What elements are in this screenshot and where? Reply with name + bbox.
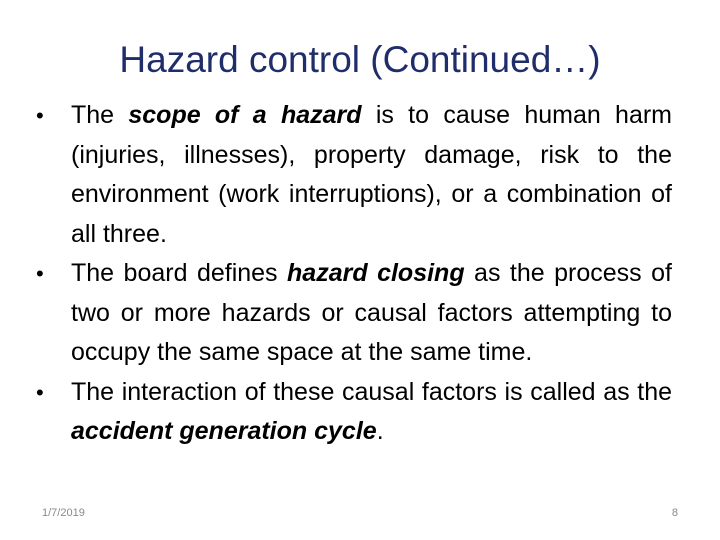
- bullet-text: The board defines: [71, 259, 288, 287]
- bullet-list: [36, 96, 672, 452]
- page-number: 8: [671, 507, 678, 519]
- bullet-icon: •: [36, 103, 44, 128]
- emphasized-term: scope of a hazard: [128, 101, 362, 129]
- bullet-icon: •: [36, 379, 44, 405]
- emphasized-term: hazard closing: [287, 259, 465, 287]
- footer-date: 1/7/2019: [42, 507, 85, 519]
- slide-title: Hazard control (Continued…): [119, 39, 601, 80]
- emphasized-term: accident generation cycle: [71, 417, 377, 445]
- bullet-text: The: [71, 101, 129, 129]
- bullet-text: .: [376, 417, 384, 445]
- bullet-item: [36, 254, 672, 373]
- bullet-text: The interaction of these causal factors is called as the: [71, 377, 672, 406]
- bullet-item: [36, 96, 672, 254]
- bullet-item: [36, 373, 672, 452]
- bullet-text: as the process of two or more hazards or causal factors attempting to occupy the same space at the same time.: [71, 259, 672, 366]
- bullet-text: is to cause human harm (injuries, illnesses), property damage, risk to the environment (work interruptions), or a combination of all three.: [71, 101, 672, 248]
- bullet-icon: •: [36, 261, 44, 286]
